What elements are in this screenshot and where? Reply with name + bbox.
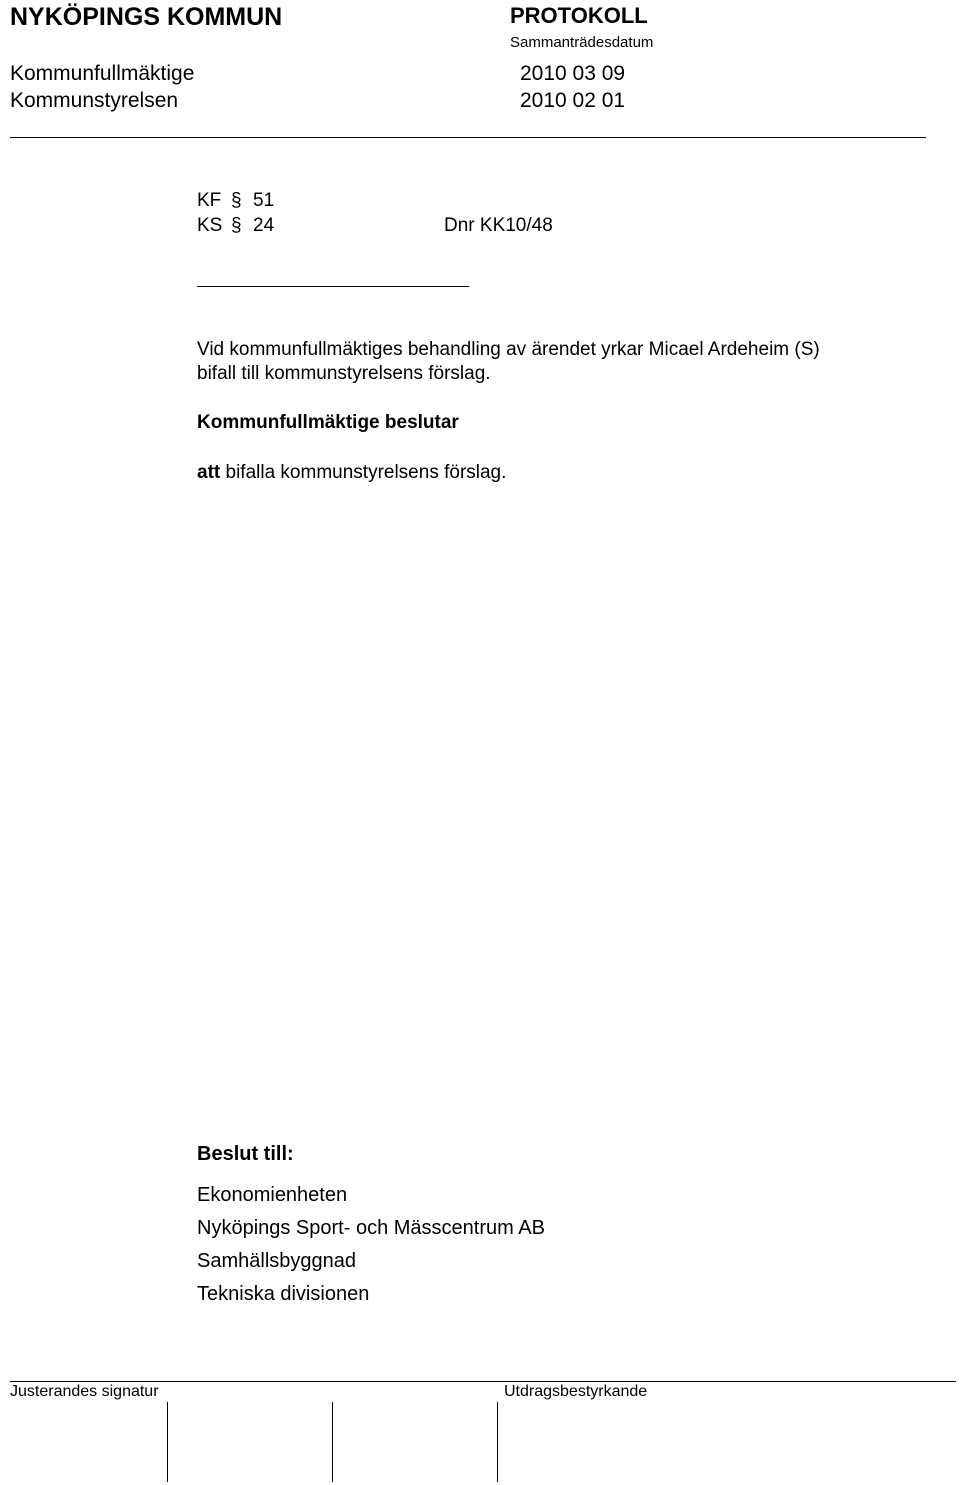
paragraph-ref-kf: [197, 190, 274, 212]
signature-box-divider: [332, 1402, 333, 1482]
paragraph-number: 51: [253, 190, 275, 211]
body-name-ks: Kommunstyrelsen: [10, 89, 179, 112]
body-date-kf: 2010 03 09: [520, 62, 626, 85]
decision-text: bifalla kommunstyrelsens förslag.: [220, 462, 507, 483]
section-sign: §: [231, 190, 242, 211]
body-date-ks: 2010 02 01: [520, 89, 626, 112]
decision-heading: Kommunfullmäktige beslutar: [197, 412, 459, 433]
municipality-name: NYKÖPINGS KOMMUN: [10, 3, 283, 31]
signature-box-divider: [167, 1402, 168, 1482]
paragraph-number: 24: [253, 215, 275, 236]
footer-divider: [10, 1381, 956, 1382]
distribution-recipient: Samhällsbyggnad: [197, 1250, 356, 1272]
body-name-kf: Kommunfullmäktige: [10, 62, 195, 85]
extract-certification-label: Utdragsbestyrkande: [504, 1383, 648, 1400]
decision-statement: [197, 462, 506, 484]
header-divider: [10, 137, 926, 138]
decision-att: att: [197, 462, 221, 483]
body-text-line-2: bifall till kommunstyrelsens förslag.: [197, 363, 491, 384]
paragraph-ref-ks: [197, 215, 274, 237]
signature-label: Justerandes signatur: [10, 1383, 159, 1400]
diarienummer: Dnr KK10/48: [444, 215, 553, 236]
distribution-heading: Beslut till:: [197, 1143, 294, 1165]
document-type: PROTOKOLL: [510, 3, 648, 28]
distribution-recipient: Nyköpings Sport- och Mässcentrum AB: [197, 1217, 545, 1239]
paragraph-body: KF: [197, 190, 222, 211]
body-text-line-1: Vid kommunfullmäktiges behandling av ärendet yrkar Micael Ardeheim (S): [197, 339, 820, 360]
signature-box-divider: [497, 1402, 498, 1482]
section-divider: [197, 286, 469, 287]
distribution-recipient: Ekonomienheten: [197, 1184, 348, 1206]
meeting-date-caption: Sammanträdesdatum: [510, 34, 654, 51]
paragraph-body: KS: [197, 215, 223, 236]
distribution-recipient: Tekniska divisionen: [197, 1283, 370, 1305]
section-sign: §: [231, 215, 242, 236]
